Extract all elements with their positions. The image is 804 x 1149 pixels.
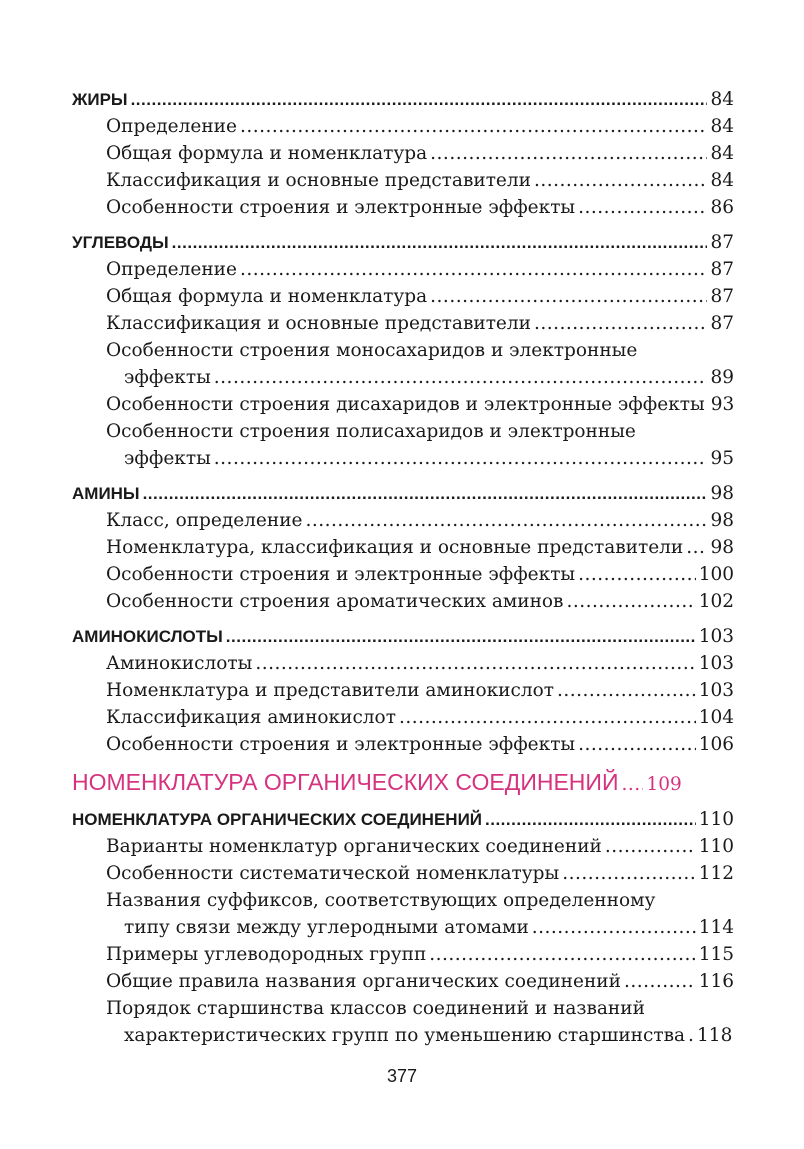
toc-entry-line2[interactable] <box>72 445 734 472</box>
entry-label: Особенности строения и электронные эффекты <box>106 564 576 585</box>
page-number: 103 <box>698 626 734 647</box>
toc-chapter-nomenclature[interactable] <box>72 762 734 802</box>
toc-entry[interactable] <box>72 588 734 615</box>
page-number: 98 <box>710 510 734 531</box>
entry-label: Определение <box>106 116 237 137</box>
entry-label: Особенности строения ароматических аминов <box>106 591 564 612</box>
dot-leader <box>430 283 707 310</box>
page-number: 116 <box>698 971 734 992</box>
toc-entry[interactable] <box>72 677 734 704</box>
entry-label: Особенности строения полисахаридов и электронные <box>106 421 636 442</box>
entry-label: Особенности систематической номенклатуры <box>106 863 560 884</box>
entry-label-continued: эффекты <box>124 448 211 469</box>
table-of-contents <box>72 86 734 1049</box>
dot-leader <box>557 677 696 704</box>
page-number: 112 <box>698 863 734 884</box>
entry-label: Варианты номенклатур органических соединений <box>106 836 602 857</box>
dot-leader <box>430 140 707 167</box>
entry-label-continued: характеристических групп по уменьшению старшинства <box>124 1025 686 1046</box>
dot-leader <box>172 229 708 256</box>
entry-label: Особенности строения дисахаридов и электронные эффекты <box>106 394 705 415</box>
dot-leader <box>226 623 696 650</box>
entry-label: Классификация и основные представители <box>106 170 531 191</box>
entry-label: Названия суффиксов, соответствующих определенному <box>106 890 656 911</box>
toc-entry[interactable] <box>72 704 734 731</box>
toc-entry-line2[interactable] <box>72 364 734 391</box>
page-number: 84 <box>710 143 734 164</box>
entry-label-continued: типу связи между углеродными атомами <box>124 917 529 938</box>
page-number: 106 <box>698 734 734 755</box>
entry-label: Номенклатура, классификация и основные представители <box>106 537 684 558</box>
section-gap <box>72 472 734 480</box>
page-number: 110 <box>698 836 734 857</box>
entry-label: Особенности строения и электронные эффекты <box>106 197 576 218</box>
dot-leader <box>562 860 695 887</box>
entry-label: Общие правила названия органических соединений <box>106 971 621 992</box>
page-number: 89 <box>710 367 734 388</box>
dot-leader <box>143 480 708 507</box>
toc-entry-line1[interactable] <box>72 337 734 364</box>
entry-label: Особенности строения и электронные эффекты <box>106 734 576 755</box>
toc-entry[interactable] <box>72 968 734 995</box>
page-number: 100 <box>698 564 734 585</box>
dot-leader <box>566 588 695 615</box>
toc-heading-uglevody[interactable] <box>72 229 734 256</box>
entry-label: Классификация и основные представители <box>106 313 531 334</box>
toc-heading-aminy[interactable] <box>72 480 734 507</box>
dot-leader <box>621 765 643 805</box>
page-number: 84 <box>710 89 734 110</box>
dot-leader <box>399 704 696 731</box>
page-number: 102 <box>698 591 734 612</box>
toc-entry[interactable] <box>72 140 734 167</box>
entry-label: Класс, определение <box>106 510 303 531</box>
dot-leader <box>429 941 695 968</box>
toc-entry-line2[interactable] <box>72 914 734 941</box>
page-folio-number: 377 <box>386 1066 418 1086</box>
dot-leader <box>532 914 696 941</box>
toc-entry[interactable] <box>72 534 734 561</box>
dot-leader <box>578 194 707 221</box>
toc-entry[interactable] <box>72 833 734 860</box>
page-number: 98 <box>710 483 734 504</box>
chapter-label: НОМЕНКЛАТУРА ОРГАНИЧЕСКИХ СОЕДИНЕНИЙ <box>72 769 619 795</box>
heading-label: ЖИРЫ <box>72 90 128 109</box>
toc-heading-nomenclature[interactable] <box>72 806 734 833</box>
toc-entry[interactable] <box>72 561 734 588</box>
toc-entry[interactable] <box>72 310 734 337</box>
page-number: 87 <box>710 313 734 334</box>
page-number: 109 <box>646 774 682 795</box>
toc-entry[interactable] <box>72 391 734 418</box>
entry-label: Общая формула и номенклатура <box>106 286 428 307</box>
entry-label: Классификация аминокислот <box>106 707 396 728</box>
dot-leader <box>578 731 696 758</box>
heading-label: НОМЕНКЛАТУРА ОРГАНИЧЕСКИХ СОЕДИНЕНИЙ <box>72 810 483 829</box>
toc-entry[interactable] <box>72 194 734 221</box>
dot-leader <box>688 1022 694 1049</box>
entry-label: Общая формула и номенклатура <box>106 143 428 164</box>
toc-entry[interactable] <box>72 167 734 194</box>
page-number: 118 <box>697 1025 733 1046</box>
toc-entry[interactable] <box>72 256 734 283</box>
toc-entry[interactable] <box>72 650 734 677</box>
dot-leader <box>686 534 707 561</box>
toc-heading-aminokisloty[interactable] <box>72 623 734 650</box>
dot-leader <box>255 650 695 677</box>
entry-label: Особенности строения моносахаридов и электронные <box>106 340 638 361</box>
heading-label: УГЛЕВОДЫ <box>72 233 169 252</box>
page-number: 87 <box>710 259 734 280</box>
dot-leader <box>624 968 696 995</box>
toc-entry-line1[interactable] <box>72 995 734 1022</box>
page-number: 114 <box>698 917 734 938</box>
page-number: 84 <box>710 116 734 137</box>
page-number: 84 <box>710 170 734 191</box>
toc-entry-line1[interactable] <box>72 418 734 445</box>
page-number: 103 <box>698 680 734 701</box>
toc-entry[interactable] <box>72 113 734 140</box>
entry-label: Примеры углеводородных групп <box>106 944 427 965</box>
page-number: 104 <box>698 707 734 728</box>
toc-entry[interactable] <box>72 860 734 887</box>
dot-leader <box>240 113 708 140</box>
page-number: 93 <box>710 394 735 415</box>
page-number: 95 <box>710 448 734 469</box>
toc-entry[interactable] <box>72 941 734 968</box>
section-gap <box>72 615 734 623</box>
dot-leader <box>306 507 708 534</box>
dot-leader <box>485 806 696 833</box>
section-gap <box>72 221 734 229</box>
page-number: 103 <box>698 653 734 674</box>
toc-entry-line2[interactable] <box>72 1022 734 1049</box>
page-number: 115 <box>698 944 734 965</box>
heading-label: АМИНЫ <box>72 484 140 503</box>
page-number: 87 <box>710 286 734 307</box>
dot-leader <box>131 86 708 113</box>
dot-leader <box>240 256 708 283</box>
entry-label: Определение <box>106 259 237 280</box>
page-number: 86 <box>710 197 734 218</box>
entry-label: Порядок старшинства классов соединений и названий <box>106 998 645 1019</box>
dot-leader <box>214 445 708 472</box>
dot-leader <box>214 364 708 391</box>
entry-label: Аминокислоты <box>106 653 253 674</box>
entry-label-continued: эффекты <box>124 367 211 388</box>
dot-leader <box>534 167 707 194</box>
dot-leader <box>605 833 696 860</box>
toc-entry[interactable] <box>72 507 734 534</box>
entry-label: Номенклатура и представители аминокислот <box>106 680 554 701</box>
dot-leader <box>534 310 707 337</box>
toc-entry[interactable] <box>72 731 734 758</box>
toc-heading-zhiry[interactable] <box>72 86 734 113</box>
page-number: 98 <box>710 537 734 558</box>
toc-entry[interactable] <box>72 283 734 310</box>
dot-leader <box>578 561 696 588</box>
heading-label: АМИНОКИСЛОТЫ <box>72 627 223 646</box>
toc-entry-line1[interactable] <box>72 887 734 914</box>
page-number: 87 <box>710 232 734 253</box>
page-number: 110 <box>698 809 734 830</box>
